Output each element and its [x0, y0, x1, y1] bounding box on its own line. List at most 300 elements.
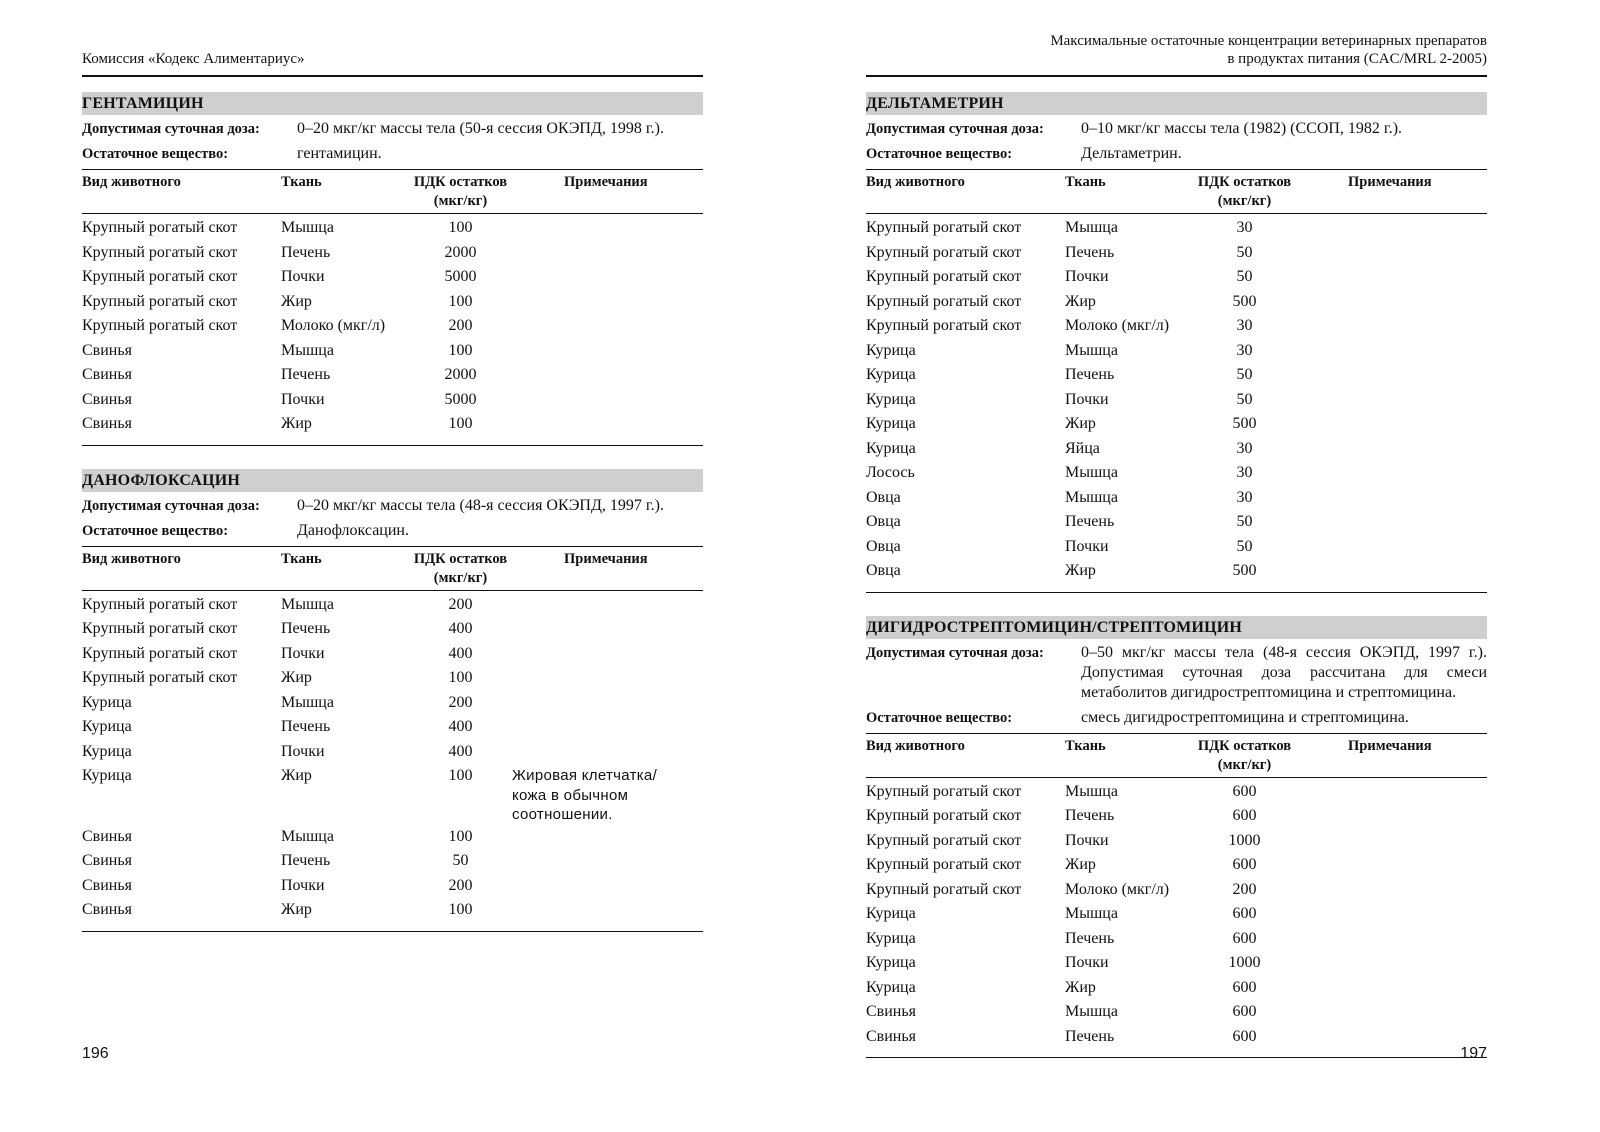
- cell-mrl: 50: [1236, 243, 1253, 261]
- adi-value: 0–10 мкг/кг массы тела (1982) (ССОП, 1982 г.).: [1081, 120, 1403, 137]
- adi-label: Допустимая суточная доза:: [866, 121, 1044, 137]
- cell-tissue: Жир: [1065, 978, 1096, 996]
- table-row: [82, 715, 703, 740]
- table-row: [866, 780, 1487, 805]
- cell-tissue: Почки: [281, 644, 325, 662]
- cell-tissue: Жир: [281, 767, 312, 784]
- drug-section: [82, 92, 703, 446]
- mrl-table: [82, 169, 703, 446]
- cell-animal: Овца: [866, 488, 901, 506]
- cell-animal: Крупный рогатый скот: [866, 831, 1022, 849]
- cell-animal: Курица: [82, 693, 132, 711]
- cell-animal: Свинья: [82, 341, 133, 359]
- column-header-mrl-line1: ПДК остатков: [413, 550, 508, 567]
- drug-section: [82, 469, 703, 932]
- cell-animal: Крупный рогатый скот: [866, 292, 1022, 310]
- cell-tissue: Мышца: [1065, 488, 1118, 506]
- page-number: 196: [82, 1045, 109, 1062]
- cell-tissue: Молоко (мкг/л): [281, 317, 386, 334]
- cell-animal: Свинья: [82, 390, 133, 408]
- cell-note: [1296, 363, 1461, 388]
- table-row: [866, 804, 1487, 829]
- table-row: [866, 559, 1487, 584]
- table-row: [82, 314, 703, 339]
- cell-tissue: Мышца: [1065, 219, 1118, 236]
- column-header-tissue: Ткань: [1065, 174, 1106, 190]
- drug-title: ДИГИДРОСТРЕПТОМИЦИН/СТРЕПТОМИЦИН: [866, 616, 1487, 639]
- cell-mrl: 30: [1236, 488, 1253, 506]
- cell-mrl: 100: [448, 767, 473, 784]
- cell-tissue: Почки: [1065, 537, 1109, 555]
- cell-tissue: Печень: [281, 366, 331, 383]
- cell-animal: Крупный рогатый скот: [82, 644, 238, 662]
- residue-label: Остаточное вещество:: [866, 146, 1013, 162]
- column-header-notes: Примечания: [1348, 737, 1432, 754]
- cell-animal: Крупный рогатый скот: [82, 317, 238, 334]
- column-header-tissue: Ткань: [281, 550, 322, 567]
- cell-note: [1296, 290, 1461, 315]
- cell-note: [1296, 1025, 1461, 1050]
- cell-animal: Курица: [866, 366, 916, 383]
- cell-note: [512, 691, 677, 716]
- adi-value: 0–20 мкг/кг массы тела (48-я сессия ОКЭПД, 1997 г.).: [297, 496, 664, 514]
- cell-note: [512, 265, 677, 290]
- cell-animal: Свинья: [82, 876, 133, 894]
- cell-note: [512, 388, 677, 413]
- cell-mrl: 200: [448, 693, 473, 711]
- cell-animal: Курица: [866, 978, 916, 996]
- cell-note: [1296, 853, 1461, 878]
- cell-tissue: Печень: [281, 620, 331, 637]
- drug-section: [866, 92, 1487, 593]
- cell-animal: Крупный рогатый скот: [866, 782, 1022, 800]
- table-row: [866, 976, 1487, 1001]
- cell-mrl: 100: [448, 827, 473, 845]
- cell-tissue: Печень: [1065, 1027, 1115, 1045]
- cell-mrl: 30: [1236, 439, 1253, 457]
- residue-row: [866, 706, 1487, 731]
- table-row: [866, 486, 1487, 511]
- adi-label: Допустимая суточная доза:: [82, 497, 260, 514]
- residue-value: смесь дигидрострептомицина и стрептомицина.: [1081, 708, 1409, 726]
- table-row: [82, 216, 703, 241]
- mrl-table: [82, 546, 703, 932]
- adi-row: [82, 494, 703, 519]
- cell-tissue: Печень: [1065, 929, 1115, 947]
- residue-label: Остаточное вещество:: [82, 522, 229, 539]
- cell-animal: Свинья: [82, 852, 133, 869]
- table-row: [866, 290, 1487, 315]
- drug-title: ДЕЛЬТАМЕТРИН: [866, 92, 1487, 115]
- cell-note: [1296, 510, 1461, 535]
- table-row: [866, 1025, 1487, 1050]
- cell-mrl: 30: [1236, 341, 1253, 359]
- column-header-animal: Вид животного: [82, 174, 181, 190]
- cell-animal: Свинья: [82, 366, 133, 383]
- table-body: [82, 591, 703, 931]
- cell-tissue: Печень: [1065, 366, 1115, 383]
- cell-tissue: Почки: [281, 268, 325, 285]
- table-row: [82, 412, 703, 437]
- column-header-mrl-line2: (мкг/кг): [433, 569, 488, 586]
- cell-tissue: Молоко (мкг/л): [1065, 317, 1170, 334]
- residue-value: Дельтаметрин.: [1081, 145, 1182, 162]
- cell-animal: Крупный рогатый скот: [866, 807, 1022, 824]
- cell-mrl: 2000: [444, 243, 477, 261]
- cell-note: [512, 290, 677, 315]
- adi-value: 0–20 мкг/кг массы тела (50-я сессия ОКЭПД, 1998 г.).: [297, 120, 664, 137]
- table-row: [866, 951, 1487, 976]
- cell-animal: Крупный рогатый скот: [866, 880, 1022, 898]
- cell-note: [1296, 535, 1461, 560]
- table-row: [866, 853, 1487, 878]
- cell-animal: Курица: [82, 718, 132, 735]
- cell-mrl: 600: [1232, 978, 1257, 996]
- column-header-mrl: [409, 550, 512, 588]
- adi-label: Допустимая суточная доза:: [866, 644, 1044, 661]
- table-header: [866, 170, 1487, 214]
- cell-note: [512, 363, 677, 388]
- cell-mrl: 1000: [1228, 831, 1261, 849]
- cell-note: [512, 642, 677, 667]
- cell-note: [1296, 437, 1461, 462]
- table-row: [866, 314, 1487, 339]
- cell-mrl: 200: [1232, 880, 1257, 898]
- cell-tissue: Мышца: [1065, 464, 1118, 481]
- table-body: [866, 778, 1487, 1058]
- cell-tissue: Печень: [281, 718, 331, 735]
- table-body: [82, 214, 703, 445]
- cell-animal: Курица: [866, 954, 916, 971]
- cell-animal: Овца: [866, 513, 901, 530]
- column-header-tissue: Ткань: [281, 174, 322, 190]
- residue-label: Остаточное вещество:: [866, 709, 1013, 726]
- column-header-animal: Вид животного: [82, 550, 181, 567]
- cell-tissue: Мышца: [281, 341, 334, 359]
- cell-mrl: 200: [448, 595, 473, 613]
- table-row: [82, 617, 703, 642]
- column-header-mrl-line1: ПДК остатков: [1197, 737, 1292, 754]
- cell-animal: Крупный рогатый скот: [866, 268, 1022, 285]
- adi-row: [866, 641, 1487, 706]
- cell-tissue: Мышца: [1065, 782, 1118, 800]
- cell-animal: Крупный рогатый скот: [82, 219, 238, 236]
- column-header-mrl-line2: (мкг/кг): [433, 193, 488, 209]
- residue-row: [82, 519, 703, 544]
- table-row: [866, 1000, 1487, 1025]
- cell-mrl: 1000: [1228, 954, 1261, 971]
- cell-note: [1296, 314, 1461, 339]
- cell-mrl: 600: [1232, 905, 1257, 922]
- drug-title: ДАНОФЛОКСАЦИН: [82, 469, 703, 492]
- cell-note: [1296, 780, 1461, 805]
- cell-animal: Курица: [866, 905, 916, 922]
- cell-mrl: 30: [1236, 219, 1253, 236]
- cell-note: [1296, 1000, 1461, 1025]
- residue-label: Остаточное вещество:: [82, 146, 229, 162]
- cell-tissue: Жир: [1065, 292, 1096, 310]
- adi-row: [866, 117, 1487, 142]
- cell-tissue: Почки: [281, 742, 325, 760]
- cell-note: [512, 898, 677, 923]
- column-header-mrl-line1: ПДК остатков: [413, 174, 508, 190]
- cell-note: [512, 825, 677, 850]
- column-header-mrl-line1: ПДК остатков: [1197, 174, 1292, 190]
- cell-animal: Свинья: [866, 1027, 917, 1045]
- table-header: [866, 734, 1487, 778]
- table-row: [866, 339, 1487, 364]
- drug-sections: [866, 92, 1487, 1058]
- cell-mrl: 50: [1236, 390, 1253, 408]
- cell-note: [1296, 216, 1461, 241]
- cell-animal: Крупный рогатый скот: [866, 243, 1022, 261]
- cell-tissue: Жир: [281, 415, 312, 432]
- table-row: [82, 642, 703, 667]
- cell-mrl: 50: [1236, 268, 1253, 285]
- cell-animal: Крупный рогатый скот: [866, 317, 1022, 334]
- cell-animal: Крупный рогатый скот: [82, 595, 238, 613]
- table-row: [82, 593, 703, 618]
- cell-tissue: Печень: [1065, 807, 1115, 824]
- cell-mrl: 30: [1236, 317, 1253, 334]
- adi-label: Допустимая суточная доза:: [82, 121, 260, 137]
- cell-note: [512, 412, 677, 437]
- cell-mrl: 600: [1232, 929, 1257, 947]
- table-row: [866, 927, 1487, 952]
- table-row: [82, 241, 703, 266]
- cell-note: [1296, 878, 1461, 903]
- cell-note: [512, 740, 677, 765]
- cell-note: [1296, 388, 1461, 413]
- table-row: [82, 265, 703, 290]
- cell-animal: Крупный рогатый скот: [82, 620, 238, 637]
- cell-tissue: Жир: [1065, 562, 1096, 579]
- cell-tissue: Жир: [1065, 415, 1096, 432]
- cell-animal: Крупный рогатый скот: [82, 669, 238, 686]
- running-header-line: Максимальные остаточные концентрации ветеринарных препаратов: [1050, 33, 1487, 49]
- column-header-tissue: Ткань: [1065, 737, 1106, 754]
- cell-animal: Крупный рогатый скот: [82, 268, 238, 285]
- table-row: [82, 363, 703, 388]
- cell-tissue: Почки: [281, 876, 325, 894]
- residue-value: гентамицин.: [297, 145, 382, 162]
- column-header-notes: Примечания: [564, 550, 648, 567]
- cell-mrl: 600: [1232, 856, 1257, 873]
- cell-tissue: Мышца: [281, 827, 334, 845]
- column-header-notes: Примечания: [1348, 174, 1432, 190]
- cell-mrl: 400: [448, 742, 473, 760]
- cell-mrl: 50: [1236, 537, 1253, 555]
- table-row: [82, 666, 703, 691]
- table-row: [82, 764, 703, 825]
- cell-tissue: Яйца: [1065, 439, 1100, 457]
- cell-animal: Крупный рогатый скот: [82, 292, 238, 310]
- cell-mrl: 400: [448, 718, 473, 735]
- cell-tissue: Почки: [1065, 390, 1109, 408]
- cell-animal: Курица: [866, 439, 916, 457]
- cell-animal: Овца: [866, 562, 901, 579]
- table-row: [866, 241, 1487, 266]
- cell-mrl: 500: [1232, 562, 1257, 579]
- cell-note: [1296, 339, 1461, 364]
- cell-tissue: Печень: [281, 852, 331, 869]
- cell-note: [1296, 976, 1461, 1001]
- cell-mrl: 5000: [444, 268, 477, 285]
- table-row: [866, 437, 1487, 462]
- cell-note: [1296, 412, 1461, 437]
- table-row: [82, 849, 703, 874]
- cell-tissue: Жир: [281, 901, 312, 918]
- cell-mrl: 400: [448, 644, 473, 662]
- cell-tissue: Жир: [281, 669, 312, 686]
- table-row: [866, 902, 1487, 927]
- cell-animal: Свинья: [82, 901, 133, 918]
- cell-mrl: 400: [448, 620, 473, 637]
- column-header-animal: Вид животного: [866, 174, 965, 190]
- cell-tissue: Печень: [1065, 243, 1115, 261]
- cell-mrl: 600: [1232, 782, 1257, 800]
- column-header-mrl: [409, 173, 512, 211]
- cell-tissue: Почки: [281, 390, 325, 408]
- cell-tissue: Мышца: [281, 595, 334, 613]
- cell-note: Жировая клетчатка/ кожа в обычном соотношении.: [512, 767, 658, 823]
- cell-tissue: Печень: [281, 243, 331, 261]
- table-body: [866, 214, 1487, 592]
- cell-mrl: 100: [448, 219, 473, 236]
- table-row: [82, 874, 703, 899]
- cell-mrl: 5000: [444, 390, 477, 408]
- cell-mrl: 30: [1236, 464, 1253, 481]
- residue-row: [82, 142, 703, 167]
- right-page: [866, 0, 1487, 1132]
- cell-note: [1296, 829, 1461, 854]
- adi-row: [82, 117, 703, 142]
- cell-mrl: 100: [448, 415, 473, 432]
- cell-note: [1296, 559, 1461, 584]
- cell-animal: Лосось: [866, 464, 915, 481]
- cell-mrl: 2000: [444, 366, 477, 383]
- cell-note: [1296, 265, 1461, 290]
- table-row: [866, 535, 1487, 560]
- table-row: [866, 878, 1487, 903]
- mrl-table: [866, 169, 1487, 593]
- table-row: [82, 339, 703, 364]
- cell-mrl: 600: [1232, 1003, 1257, 1020]
- table-row: [82, 740, 703, 765]
- column-header-notes: Примечания: [564, 174, 648, 190]
- cell-note: [512, 593, 677, 618]
- cell-tissue: Печень: [1065, 513, 1115, 530]
- table-row: [866, 388, 1487, 413]
- page-number: 197: [1460, 1045, 1487, 1062]
- cell-tissue: Мышца: [281, 219, 334, 236]
- cell-note: [512, 715, 677, 740]
- table-row: [82, 825, 703, 850]
- cell-note: [512, 216, 677, 241]
- cell-note: [1296, 902, 1461, 927]
- table-row: [82, 691, 703, 716]
- cell-note: [512, 241, 677, 266]
- cell-animal: Крупный рогатый скот: [82, 243, 238, 261]
- cell-note: [512, 617, 677, 642]
- cell-mrl: 100: [448, 669, 473, 686]
- cell-tissue: Жир: [281, 292, 312, 310]
- cell-animal: Курица: [82, 742, 132, 760]
- cell-mrl: 100: [448, 341, 473, 359]
- cell-mrl: 600: [1232, 1027, 1257, 1045]
- cell-mrl: 200: [448, 317, 473, 334]
- running-header-line: в продуктах питания (CAC/MRL 2-2005): [1227, 51, 1487, 67]
- cell-animal: Овца: [866, 537, 901, 555]
- cell-tissue: Мышца: [281, 693, 334, 711]
- residue-value: Данофлоксацин.: [297, 521, 409, 539]
- cell-note: [1296, 804, 1461, 829]
- table-row: [866, 461, 1487, 486]
- cell-mrl: 50: [452, 852, 469, 869]
- table-row: [866, 510, 1487, 535]
- cell-note: [512, 849, 677, 874]
- adi-value: 0–50 мкг/кг массы тела (48-я сессия ОКЭПД, 1997 г.). Допустимая суточная доза рассчитана для смеси метаболитов дигидрострептомицина и стрептомицина.: [1081, 643, 1487, 701]
- table-row: [866, 265, 1487, 290]
- cell-animal: Свинья: [866, 1003, 917, 1020]
- cell-animal: Курица: [866, 341, 916, 359]
- running-header-text: Комиссия «Кодекс Алиментариус»: [82, 51, 305, 67]
- cell-note: [1296, 241, 1461, 266]
- column-header-mrl: [1193, 737, 1296, 775]
- running-header: [866, 0, 1487, 77]
- cell-mrl: 500: [1232, 292, 1257, 310]
- cell-tissue: Почки: [1065, 831, 1109, 849]
- table-row: [82, 388, 703, 413]
- table-row: [866, 363, 1487, 388]
- cell-mrl: 100: [448, 901, 473, 918]
- residue-row: [866, 142, 1487, 167]
- column-header-animal: Вид животного: [866, 737, 965, 754]
- cell-note: [1296, 927, 1461, 952]
- cell-mrl: 200: [448, 876, 473, 894]
- cell-note: [512, 339, 677, 364]
- cell-animal: Крупный рогатый скот: [866, 219, 1022, 236]
- cell-animal: Курица: [82, 767, 132, 784]
- table-row: [82, 290, 703, 315]
- table-row: [866, 216, 1487, 241]
- cell-tissue: Почки: [1065, 268, 1109, 285]
- cell-tissue: Мышца: [1065, 1003, 1118, 1020]
- table-row: [866, 412, 1487, 437]
- table-header: [82, 170, 703, 214]
- table-row: [82, 898, 703, 923]
- drug-sections: [82, 92, 703, 932]
- table-row: [866, 829, 1487, 854]
- cell-animal: Свинья: [82, 415, 133, 432]
- cell-animal: Курица: [866, 390, 916, 408]
- cell-note: [1296, 486, 1461, 511]
- column-header-mrl-line2: (мкг/кг): [1217, 756, 1272, 773]
- cell-animal: Курица: [866, 415, 916, 432]
- table-header: [82, 547, 703, 591]
- cell-note: [512, 666, 677, 691]
- cell-mrl: 500: [1232, 415, 1257, 432]
- column-header-mrl-line2: (мкг/кг): [1217, 193, 1272, 209]
- cell-tissue: Мышца: [1065, 341, 1118, 359]
- cell-animal: Курица: [866, 929, 916, 947]
- cell-tissue: Жир: [1065, 856, 1096, 873]
- cell-mrl: 600: [1232, 807, 1257, 824]
- cell-tissue: Почки: [1065, 954, 1109, 971]
- drug-title: ГЕНТАМИЦИН: [82, 92, 703, 115]
- running-header: [82, 0, 703, 77]
- drug-section: [866, 616, 1487, 1059]
